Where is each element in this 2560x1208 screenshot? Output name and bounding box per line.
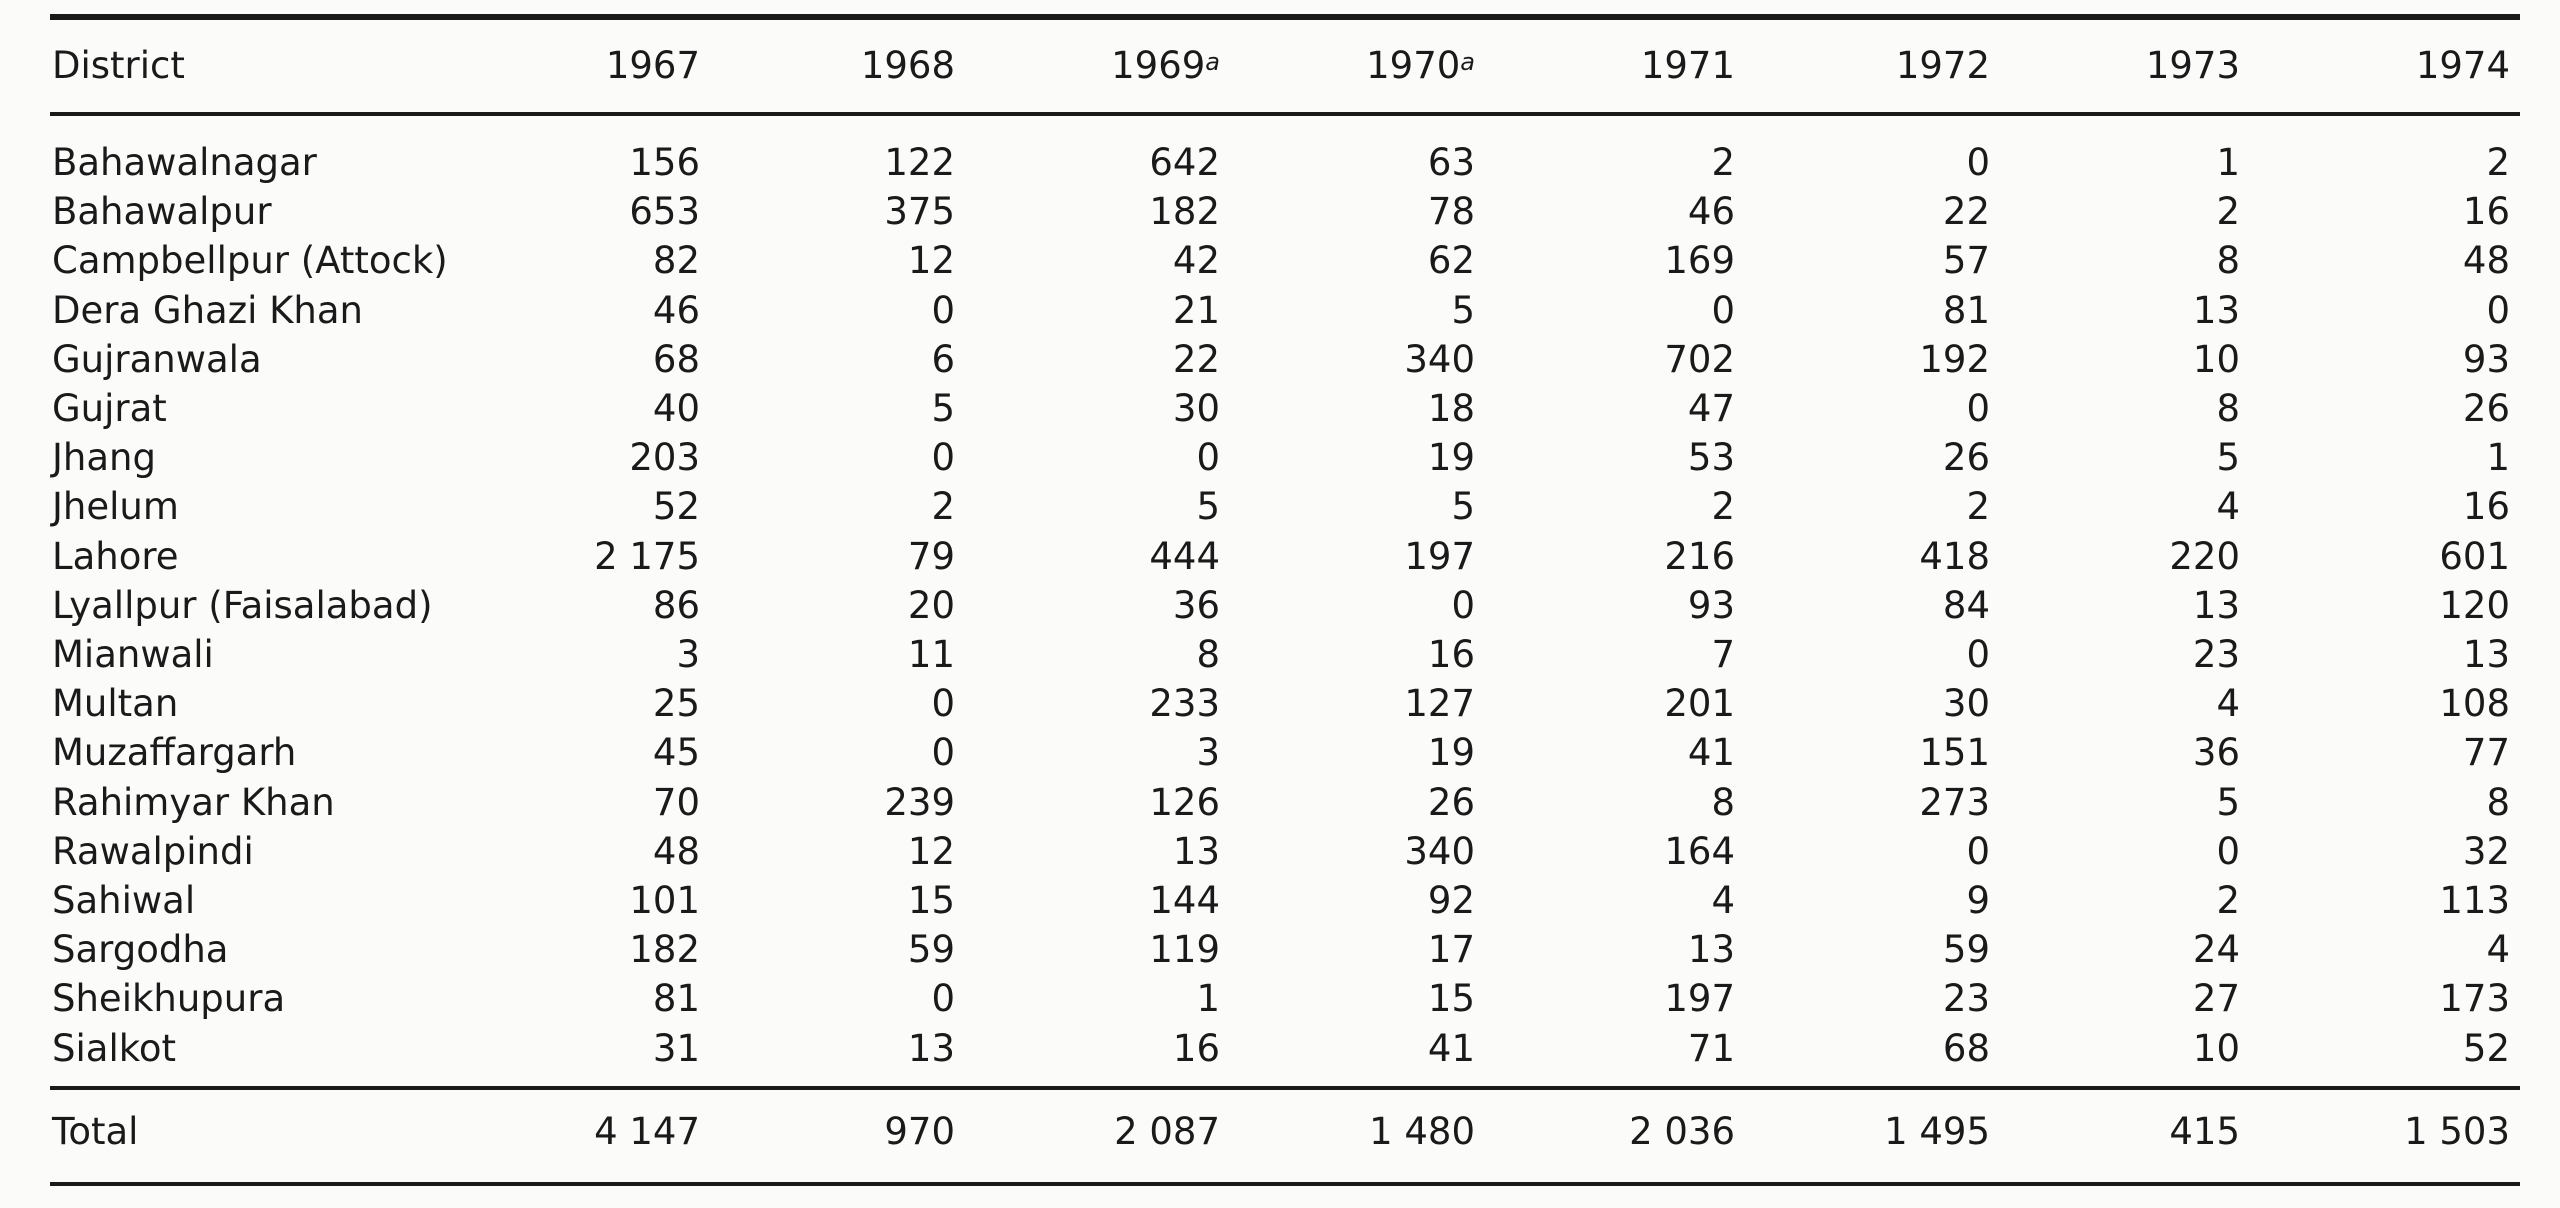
value-cell: 119 [1149,928,1220,972]
value-cell: 164 [1664,829,1735,873]
value-cell: 78 [1427,190,1475,234]
value-cell: 120 [2439,583,2510,627]
district-name: Multan [52,682,179,726]
table-header-rule [50,112,2520,116]
district-name: Lyallpur (Faisalabad) [52,583,433,627]
value-cell: 9 [1966,879,1990,922]
value-cell: 30 [1942,682,1990,726]
value-cell: 0 [1966,829,1990,873]
table-row [50,729,2520,777]
value-cell: 126 [1149,780,1220,824]
total-label: Total [52,1110,139,1153]
value-cell: 0 [931,288,955,332]
value-cell: 63 [1427,141,1475,184]
value-cell: 16 [1172,1026,1220,1070]
value-cell: 40 [652,387,700,430]
value-cell: 13 [1172,829,1220,873]
value-cell: 340 [1404,337,1475,381]
table-row [50,926,2520,974]
value-cell: 18 [1427,387,1475,430]
value-cell: 8 [1711,780,1735,824]
value-cell: 2 [1711,141,1735,184]
value-cell: 6 [931,337,955,381]
value-cell: 41 [1687,731,1735,775]
value-cell: 17 [1427,928,1475,972]
value-cell: 77 [2462,731,2510,775]
value-cell: 46 [1687,190,1735,234]
total-cell: 2 087 [1114,1110,1220,1153]
value-cell: 273 [1919,780,1990,824]
value-cell: 13 [2192,583,2240,627]
table-total-row [50,1108,2520,1156]
district-name: Sargodha [52,928,229,972]
value-cell: 19 [1427,436,1475,480]
value-cell: 15 [1427,977,1475,1021]
header-year: 1969$^a$ [1111,44,1220,87]
table-row [50,877,2520,925]
value-cell: 16 [2462,190,2510,234]
table-row [50,385,2520,433]
value-cell: 220 [2169,534,2240,578]
value-cell: 601 [2439,534,2510,578]
value-cell: 2 [1711,485,1735,529]
value-cell: 23 [2192,633,2240,676]
value-cell: 84 [1942,583,1990,627]
table-bottom-rule [50,1182,2520,1186]
value-cell: 48 [652,829,700,873]
value-cell: 1 [2216,141,2240,184]
value-cell: 197 [1664,977,1735,1021]
value-cell: 156 [629,141,700,184]
value-cell: 3 [1196,731,1220,775]
value-cell: 13 [907,1026,955,1070]
total-cell: 415 [2169,1110,2240,1153]
value-cell: 216 [1664,534,1735,578]
value-cell: 0 [1966,141,1990,184]
value-cell: 23 [1942,977,1990,1021]
value-cell: 36 [2192,731,2240,775]
value-cell: 13 [2462,633,2510,676]
value-cell: 12 [907,829,955,873]
table-row [50,237,2520,285]
value-cell: 2 [2216,190,2240,234]
table-header-row [50,42,2520,90]
value-cell: 8 [2216,387,2240,430]
value-cell: 81 [1942,288,1990,332]
value-cell: 32 [2462,829,2510,873]
value-cell: 81 [652,977,700,1021]
value-cell: 2 175 [594,534,700,578]
table-total-rule [50,1086,2520,1090]
value-cell: 3 [676,633,700,676]
value-cell: 21 [1172,288,1220,332]
value-cell: 93 [1687,583,1735,627]
value-cell: 8 [2486,780,2510,824]
value-cell: 82 [652,239,700,283]
value-cell: 71 [1687,1026,1735,1070]
value-cell: 86 [652,583,700,627]
value-cell: 4 [2216,682,2240,726]
header-year: 1970$^a$ [1366,44,1475,87]
value-cell: 8 [1196,633,1220,676]
header-district: District [52,44,185,87]
value-cell: 108 [2439,682,2510,726]
value-cell: 26 [2462,387,2510,430]
value-cell: 19 [1427,731,1475,775]
header-year: 1971 [1640,44,1735,87]
table-row [50,680,2520,728]
district-name: Dera Ghazi Khan [52,288,363,332]
value-cell: 173 [2439,977,2510,1021]
value-cell: 36 [1172,583,1220,627]
value-cell: 702 [1664,337,1735,381]
value-cell: 31 [652,1026,700,1070]
value-cell: 13 [1687,928,1735,972]
header-year: 1972 [1895,44,1990,87]
table-row [50,139,2520,187]
value-cell: 52 [652,485,700,529]
value-cell: 101 [629,879,700,922]
value-cell: 0 [931,682,955,726]
value-cell: 70 [652,780,700,824]
value-cell: 20 [907,583,955,627]
district-name: Muzaffargarh [52,731,297,775]
value-cell: 13 [2192,288,2240,332]
value-cell: 5 [931,387,955,430]
value-cell: 68 [1942,1026,1990,1070]
value-cell: 0 [1966,633,1990,676]
value-cell: 47 [1687,387,1735,430]
value-cell: 10 [2192,1026,2240,1070]
value-cell: 59 [907,928,955,972]
district-name: Lahore [52,534,179,578]
value-cell: 15 [907,879,955,922]
value-cell: 127 [1404,682,1475,726]
value-cell: 48 [2462,239,2510,283]
value-cell: 182 [1149,190,1220,234]
district-name: Rawalpindi [52,829,254,873]
value-cell: 1 [1196,977,1220,1021]
value-cell: 113 [2439,879,2510,922]
table-row [50,434,2520,482]
value-cell: 4 [2486,928,2510,972]
value-cell: 12 [907,239,955,283]
value-cell: 0 [931,436,955,480]
table-top-rule [50,14,2520,20]
value-cell: 201 [1664,682,1735,726]
total-cell: 970 [884,1110,955,1153]
district-name: Jhelum [52,485,179,529]
value-cell: 0 [1966,387,1990,430]
value-cell: 144 [1149,879,1220,922]
value-cell: 122 [884,141,955,184]
value-cell: 26 [1427,780,1475,824]
value-cell: 0 [2486,288,2510,332]
value-cell: 68 [652,337,700,381]
value-cell: 192 [1919,337,1990,381]
total-cell: 2 036 [1629,1110,1735,1153]
value-cell: 79 [907,534,955,578]
value-cell: 24 [2192,928,2240,972]
district-name: Sialkot [52,1026,176,1070]
value-cell: 197 [1404,534,1475,578]
value-cell: 16 [2462,485,2510,529]
table-row [50,533,2520,581]
value-cell: 653 [629,190,700,234]
value-cell: 5 [2216,436,2240,480]
value-cell: 0 [1451,583,1475,627]
table-row [50,188,2520,236]
total-cell: 4 147 [594,1110,700,1153]
value-cell: 62 [1427,239,1475,283]
value-cell: 0 [931,977,955,1021]
value-cell: 59 [1942,928,1990,972]
value-cell: 418 [1919,534,1990,578]
district-name: Rahimyar Khan [52,780,335,824]
value-cell: 4 [2216,485,2240,529]
total-cell: 1 495 [1884,1110,1990,1153]
value-cell: 27 [2192,977,2240,1021]
value-cell: 5 [1451,485,1475,529]
value-cell: 8 [2216,239,2240,283]
value-cell: 93 [2462,337,2510,381]
table-row [50,336,2520,384]
value-cell: 25 [652,682,700,726]
table-row [50,287,2520,335]
district-name: Gujrat [52,387,167,430]
value-cell: 22 [1172,337,1220,381]
value-cell: 92 [1427,879,1475,922]
table-row [50,828,2520,876]
district-name: Sahiwal [52,879,196,922]
table-row [50,483,2520,531]
value-cell: 0 [1711,288,1735,332]
value-cell: 10 [2192,337,2240,381]
value-cell: 52 [2462,1026,2510,1070]
value-cell: 444 [1149,534,1220,578]
district-name: Jhang [52,436,156,480]
value-cell: 5 [2216,780,2240,824]
table-row [50,975,2520,1023]
value-cell: 1 [2486,436,2510,480]
value-cell: 239 [884,780,955,824]
value-cell: 57 [1942,239,1990,283]
header-year: 1967 [605,44,700,87]
value-cell: 203 [629,436,700,480]
district-name: Bahawalnagar [52,141,317,184]
header-year: 1968 [860,44,955,87]
value-cell: 0 [1196,436,1220,480]
header-year: 1974 [2415,44,2510,87]
value-cell: 5 [1451,288,1475,332]
value-cell: 169 [1664,239,1735,283]
value-cell: 53 [1687,436,1735,480]
district-name: Mianwali [52,633,214,676]
value-cell: 30 [1172,387,1220,430]
table-row [50,582,2520,630]
value-cell: 41 [1427,1026,1475,1070]
table-row [50,1025,2520,1073]
total-cell: 1 503 [2404,1110,2510,1153]
district-name: Bahawalpur [52,190,272,234]
value-cell: 233 [1149,682,1220,726]
value-cell: 11 [907,633,955,676]
value-cell: 0 [931,731,955,775]
value-cell: 2 [2486,141,2510,184]
district-name: Gujranwala [52,337,262,381]
value-cell: 45 [652,731,700,775]
total-cell: 1 480 [1369,1110,1475,1153]
value-cell: 42 [1172,239,1220,283]
value-cell: 2 [2216,879,2240,922]
table-row [50,779,2520,827]
value-cell: 151 [1919,731,1990,775]
value-cell: 4 [1711,879,1735,922]
value-cell: 340 [1404,829,1475,873]
value-cell: 26 [1942,436,1990,480]
value-cell: 0 [2216,829,2240,873]
value-cell: 5 [1196,485,1220,529]
value-cell: 642 [1149,141,1220,184]
value-cell: 7 [1711,633,1735,676]
value-cell: 375 [884,190,955,234]
value-cell: 22 [1942,190,1990,234]
table-row [50,631,2520,679]
header-year: 1973 [2145,44,2240,87]
district-name: Sheikhupura [52,977,286,1021]
value-cell: 2 [931,485,955,529]
value-cell: 182 [629,928,700,972]
value-cell: 2 [1966,485,1990,529]
value-cell: 46 [652,288,700,332]
district-name: Campbellpur (Attock) [52,239,448,283]
value-cell: 16 [1427,633,1475,676]
